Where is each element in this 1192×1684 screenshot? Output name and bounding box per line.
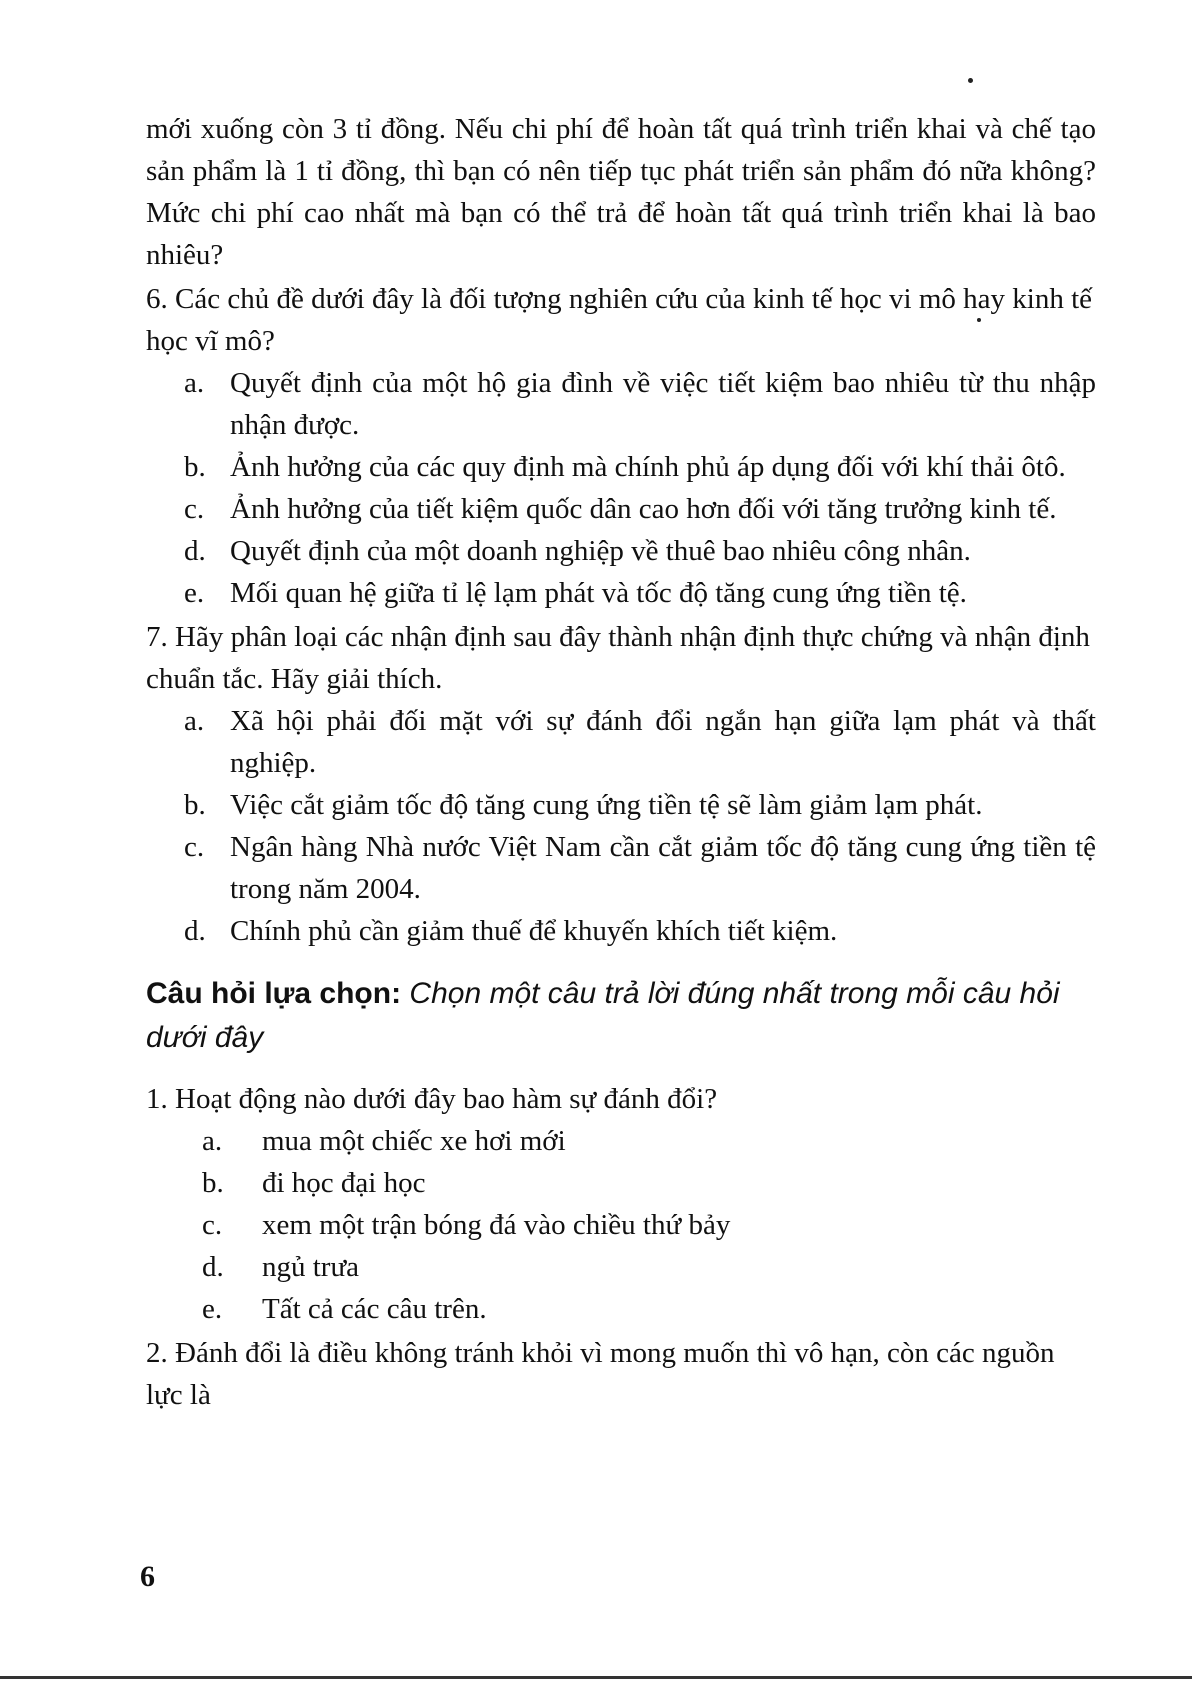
question-6-list xyxy=(146,362,1096,614)
item-text: Quyết định của một doanh nghiệp về thuê bao nhiêu công nhân. xyxy=(230,535,971,567)
list-item xyxy=(146,784,1096,826)
option-item xyxy=(146,1288,1096,1330)
scan-speck xyxy=(977,318,981,322)
mc-question-2-title: 2. Đánh đổi là điều không tránh khỏi vì mong muốn thì vô hạn, còn các nguồn lực là xyxy=(146,1337,1055,1411)
item-text: Ảnh hưởng của các quy định mà chính phủ áp dụng đối với khí thải ôtô. xyxy=(230,451,1066,483)
scan-speck xyxy=(968,78,973,83)
mc-question-1-options xyxy=(146,1120,1096,1330)
bottom-edge-line xyxy=(0,1676,1192,1679)
intro-paragraph: mới xuống còn 3 tỉ đồng. Nếu chi phí để hoàn tất quá trình triển khai và chế tạo sản phẩm là 1 tỉ đồng, thì bạn có nên tiếp tục phát triển sản phẩm đó nữa không? Mức chi phí cao nhất mà bạn có thể trả để hoàn tất quá trình triển khai là bao nhiêu? xyxy=(146,113,1096,271)
option-label: a. xyxy=(202,1125,223,1157)
option-label: b. xyxy=(202,1167,224,1199)
option-text: xem một trận bóng đá vào chiều thứ bảy xyxy=(262,1209,731,1241)
item-text: Mối quan hệ giữa tỉ lệ lạm phát và tốc độ tăng cung ứng tiền tệ. xyxy=(230,577,967,609)
item-label: b. xyxy=(184,789,206,821)
list-item xyxy=(146,572,1096,614)
item-text: Ngân hàng Nhà nước Việt Nam cần cắt giảm tốc độ tăng cung ứng tiền tệ trong năm 2004. xyxy=(230,831,1096,905)
item-text: Chính phủ cần giảm thuế để khuyến khích tiết kiệm. xyxy=(230,915,838,947)
item-label: e. xyxy=(184,577,205,609)
section-title: Câu hỏi lựa chọn: xyxy=(146,977,402,1010)
option-label: d. xyxy=(202,1251,224,1283)
list-item xyxy=(146,530,1096,572)
list-item xyxy=(146,910,1096,952)
item-label: a. xyxy=(184,705,205,737)
list-item xyxy=(146,488,1096,530)
option-item xyxy=(146,1204,1096,1246)
item-text: Việc cắt giảm tốc độ tăng cung ứng tiền tệ sẽ làm giảm lạm phát. xyxy=(230,789,983,821)
page-number: 6 xyxy=(140,1560,155,1593)
item-text: Ảnh hưởng của tiết kiệm quốc dân cao hơn đối với tăng trưởng kinh tế. xyxy=(230,493,1057,525)
item-label: a. xyxy=(184,367,205,399)
list-item xyxy=(146,826,1096,910)
question-7-title: 7. Hãy phân loại các nhận định sau đây thành nhận định thực chứng và nhận định chuẩn tắc. Hãy giải thích. xyxy=(146,621,1090,695)
page-body xyxy=(146,108,1096,1416)
option-item xyxy=(146,1246,1096,1288)
option-label: c. xyxy=(202,1209,223,1241)
item-label: c. xyxy=(184,831,205,863)
question-7-list xyxy=(146,700,1096,952)
option-text: ngủ trưa xyxy=(262,1251,360,1283)
item-label: d. xyxy=(184,535,206,567)
mc-question-1-title: 1. Hoạt động nào dưới đây bao hàm sự đánh đổi? xyxy=(146,1083,718,1115)
item-label: b. xyxy=(184,451,206,483)
item-label: c. xyxy=(184,493,205,525)
item-label: d. xyxy=(184,915,206,947)
option-item xyxy=(146,1120,1096,1162)
option-text: đi học đại học xyxy=(262,1167,426,1199)
option-text: Tất cả các câu trên. xyxy=(262,1293,487,1325)
option-text: mua một chiếc xe hơi mới xyxy=(262,1125,566,1157)
section-heading xyxy=(146,972,1096,1060)
list-item xyxy=(146,362,1096,446)
item-text: Xã hội phải đối mặt với sự đánh đổi ngắn hạn giữa lạm phát và thất nghiệp. xyxy=(230,705,1096,779)
list-item xyxy=(146,446,1096,488)
list-item xyxy=(146,700,1096,784)
question-6-title: 6. Các chủ đề dưới đây là đối tượng nghiên cứu của kinh tế học vi mô hay kinh tế học vĩ mô? xyxy=(146,283,1092,357)
section-instruction: Chọn một câu trả lời đúng nhất trong mỗi câu hỏi dưới đây xyxy=(146,977,1060,1054)
option-item xyxy=(146,1162,1096,1204)
item-text: Quyết định của một hộ gia đình về việc tiết kiệm bao nhiêu từ thu nhập nhận được. xyxy=(230,367,1096,441)
option-label: e. xyxy=(202,1293,223,1325)
